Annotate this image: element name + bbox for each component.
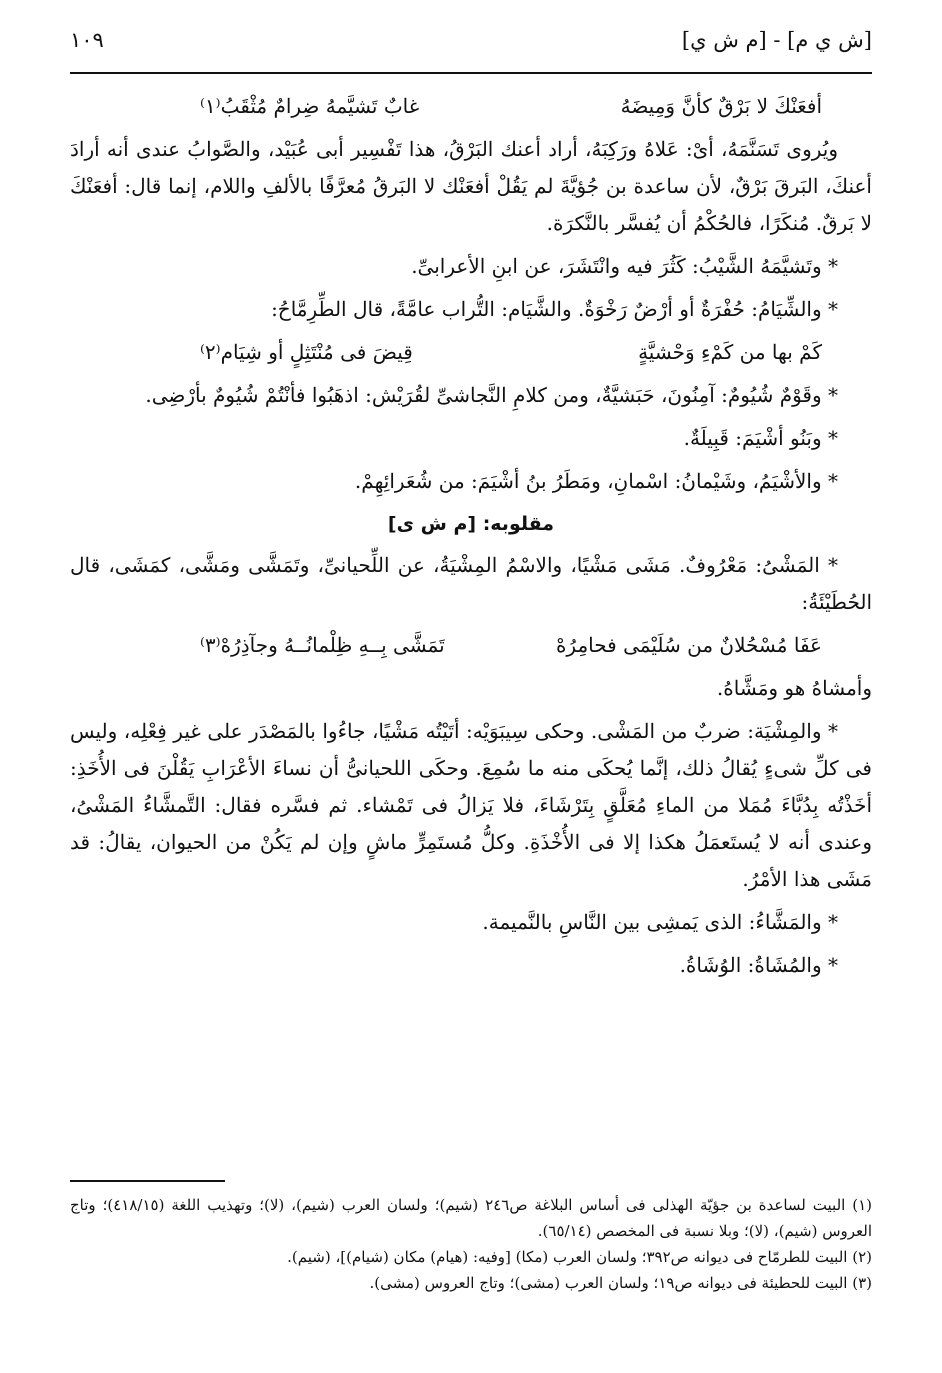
paragraph-2: وأمشاهُ هو ومَشَّاهُ. <box>716 676 872 700</box>
header-rule <box>70 72 872 74</box>
entry-shiyam: * والشِّيَامُ: حُفْرَةٌ أو أرْضٌ رَخْوَةٌ. والشَّيَام: التُّراب عامَّةً، قال الطِّرِمَّاحُ: <box>271 297 838 321</box>
verse-2-second-hemistich: قِيضَ فى مُنْتَثِلٍ أو شِيَام⁽٢⁾ <box>200 340 413 364</box>
subheading-maqlub: مقلوبه: [م ش ى] <box>387 513 555 535</box>
main-text <box>70 88 872 990</box>
entry-banu-ashyam: * وبَنُو أشْيَمَ: قَبِيلَةٌ. <box>683 426 838 450</box>
entry-al-mushat: * والمُشَاةُ: الوُشَاةُ. <box>679 953 838 977</box>
page-header <box>70 28 872 64</box>
paragraph-1: ويُروى تَسَنَّمَهُ، أىْ: عَلاهُ ورَكِبَهُ، أراد أعنك البَرْقُ، هذا تَفْسِير أبى عُبَيْد، والصَّوابُ عندى أنه أرادَ أعنكَ، البَرقَ بَرْقٌ، لأن ساعدة بن جُؤيَّةَ لم يَقُلْ أفعَنْك لا البَرقُ مُعرَّفًا بالألفِ واللام، إنما قال: أفعَنْكَ لا بَرقٌ. مُنكَرًا، فالحُكْمُ أن يُفسَّر بالنَّكرَة. <box>70 137 872 235</box>
footnotes <box>70 1192 872 1296</box>
footnote-rule <box>70 1180 225 1182</box>
footnote-2: (٢) البيت للطرمّاح فى ديوانه ص٣٩٢؛ ولسان العرب (مكا) [وفيه: (هيام) مكان (شيام)]، (شيم). <box>287 1248 872 1266</box>
verse-2 <box>70 334 872 371</box>
verse-3-second-hemistich: تَمَشَّى بِــهِ ظِلْمانُــهُ وجآذِرُهْ⁽٣⁾ <box>200 633 445 657</box>
entry-shuyum: * وقَوْمٌ شُيُومٌ: آمِنُونَ، حَبَشيَّةٌ، ومن كلامِ النَّجاشىِّ لقُرَيْش: اذهَبُوا فأنْتُمْ شُيُومٌ بأرْضِى. <box>145 383 838 407</box>
verse-3-first-hemistich: عَفَا مُسْحُلانٌ من سُلَيْمَى فحامِرُهْ <box>555 633 822 657</box>
verse-2-first-hemistich: كَمْ بها من كَمْءِ وَحْشيَّةٍ <box>638 340 822 364</box>
entry-tashayyamahu: * وتَشيَّمَهُ الشَّيْبُ: كَثُرَ فيه وانْتَشَرَ، عن ابنِ الأعرابىِّ. <box>411 254 838 278</box>
footnote-3: (٣) البيت للحطيئة فى ديوانه ص١٩؛ ولسان العرب (مشى)؛ وتاج العروس (مشى). <box>369 1274 872 1292</box>
verse-1 <box>70 88 872 125</box>
page-number: ١٠٩ <box>70 28 104 52</box>
entry-al-mashsha: * والمَشَّاءُ: الذى يَمشِى بين النَّاسِ بالنَّميمة. <box>482 910 838 934</box>
entry-al-mashy: * المَشْىُ: مَعْرُوفٌ. مَشَى مَشْيًا، والاسْمُ المِشْيَةُ، عن اللِّحيانىِّ، وتَمَشَّى ومَشَّى، كمَشَى، قال الحُطَيْئَةُ: <box>70 553 872 614</box>
footnote-1: (١) البيت لساعدة بن جؤيّة الهذلى فى أساس البلاغة ص٢٤٦ (شيم)؛ ولسان العرب (شيم)، (لا)؛ وتهذيب اللغة (٤١٨/١٥)؛ وتاج العروس (شيم)، (لا)؛ وبلا نسبة فى المخصص (٦٥/١٤). <box>70 1196 872 1240</box>
verse-1-first-hemistich: أفعَنْكَ لا بَرْقٌ كأنَّ وَمِيضَهُ <box>620 94 822 118</box>
verse-1-second-hemistich: غابٌ تَشيَّمهُ ضِرامٌ مُثْقَبُ⁽١⁾ <box>200 94 420 118</box>
entry-al-mishya: * والمِشْيَة: ضربٌ من المَشْى. وحكى سِيبَوَيْه: أتَيْتُه مَشْيًا، جاءُوا بالمَصْدَر على غير فِعْلِه، وليس فى كلِّ شىءٍ يُقالُ ذلك، إنَّما يُحكَى منه ما سُمِعَ. وحكَى اللحيانىُّ أن نساءَ الأعْرَابِ يَقُلْنَ فى الأُخَذِ: أخَذْتُه بِدُبَّاءَ مُمَلا من الماءِ مُعَلَّقٍ بِتَرْشَاءَ، فلا يَزالُ فى تَمْشاء. ثم فسَّره فقال: التَّمشَّاءُ المَشْىُ، وعندى أنه لا يُستَعمَلُ هكذا إلا فى الأُخْذَةِ. وكلُّ مُستَمِرٍّ ماشٍ وإن لم يَكُنْ من الحيوان، يقالُ: قد مَشَى هذا الأمْرُ. <box>70 719 872 891</box>
verse-3 <box>70 627 872 664</box>
entry-al-ashyam: * والأشْيَمُ، وشَيْمانُ: اسْمانِ، ومَطَرُ بنُ أشْيَمَ: من شُعَرائِهِمْ. <box>354 469 838 493</box>
section-heading: [ش ي م] - [م ش ي] <box>681 28 872 52</box>
